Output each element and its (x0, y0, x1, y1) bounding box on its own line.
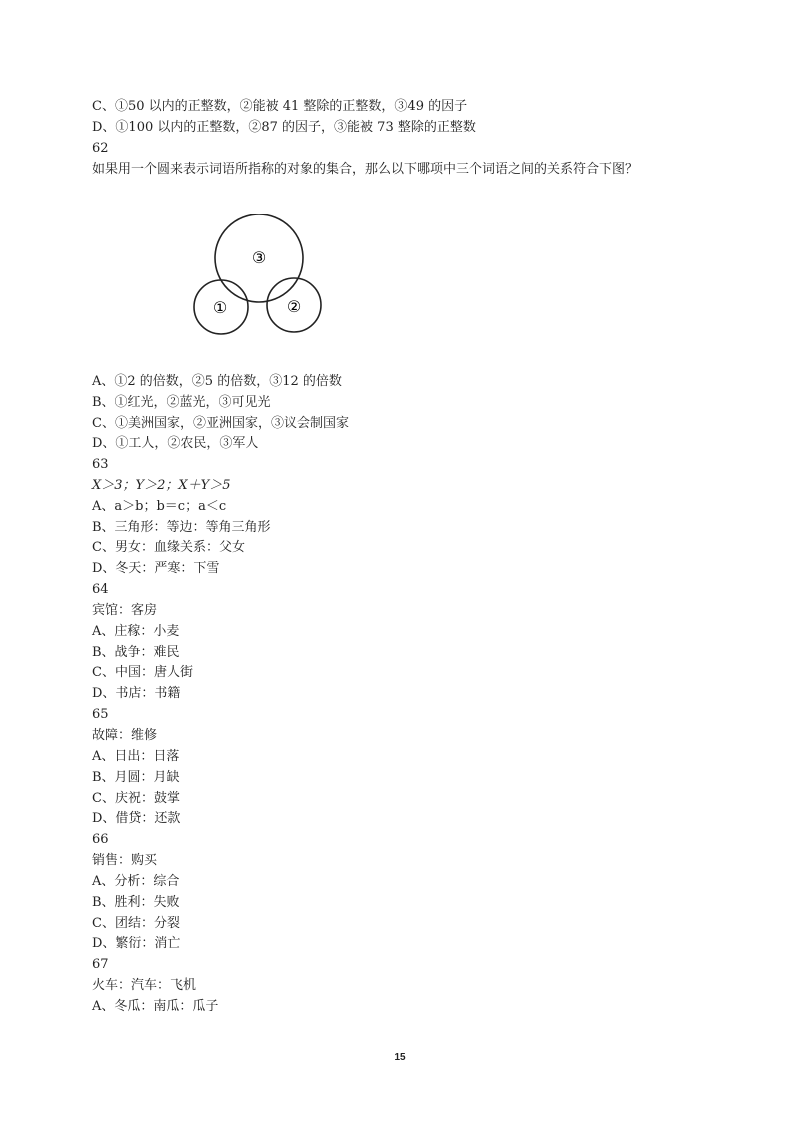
q66-option-a: A、分析：综合 (92, 874, 180, 889)
circle-3-label: ③ (251, 248, 267, 267)
q66-stem: 销售：购买 (92, 853, 158, 868)
q65-option-a: A、日出：日落 (92, 749, 180, 764)
q66-option-d: D、繁衍：消亡 (92, 936, 181, 951)
q65-option-b: B、月圆：月缺 (92, 770, 180, 785)
q63-stem: X＞3；Y＞2；X＋Y＞5 (92, 478, 231, 493)
q64-option-d: D、书店：书籍 (92, 686, 181, 701)
circle-2-label: ② (286, 297, 302, 316)
q64-option-b: B、战争：难民 (92, 645, 180, 660)
q63-number: 63 (92, 457, 109, 472)
q65-option-c: C、庆祝：鼓掌 (92, 791, 180, 806)
q66-option-b: B、胜利：失败 (92, 895, 180, 910)
q65-stem: 故障：维修 (92, 728, 158, 743)
q64-option-a: A、庄稼：小麦 (92, 624, 180, 639)
q64-number: 64 (92, 582, 109, 597)
circle-1-label: ① (212, 298, 228, 317)
q63-option-b: B、三角形：等边：等角三角形 (92, 520, 271, 535)
q61-option-d: D、①100 以内的正整数，②87 的因子，③能被 73 整除的正整数 (92, 120, 476, 135)
page-number: 15 (394, 1052, 406, 1063)
q67-option-a: A、冬瓜：南瓜：瓜子 (92, 999, 219, 1014)
q63-option-c: C、男女：血缘关系：父女 (92, 540, 245, 555)
q64-option-c: C、中国：唐人街 (92, 665, 193, 680)
q66-option-c: C、团结：分裂 (92, 916, 180, 931)
venn-diagram (192, 214, 324, 336)
q62-option-a: A、①2 的倍数，②5 的倍数，③12 的倍数 (92, 374, 342, 389)
q67-number: 67 (92, 957, 109, 972)
q61-option-c: C、①50 以内的正整数，②能被 41 整除的正整数，③49 的因子 (92, 99, 468, 114)
q65-option-d: D、借贷：还款 (92, 811, 181, 826)
q67-stem: 火车：汽车：飞机 (92, 978, 197, 993)
q62-stem: 如果用一个圆来表示词语所指称的对象的集合，那么以下哪项中三个词语之间的关系符合下图？ (92, 162, 639, 177)
q63-option-d: D、冬天：严寒：下雪 (92, 561, 220, 576)
q66-number: 66 (92, 832, 109, 847)
q62-number: 62 (92, 141, 109, 156)
q63-option-a: A、a＞b；b＝c；a＜c (92, 499, 227, 514)
q62-option-b: B、①红光，②蓝光，③可见光 (92, 395, 271, 410)
q64-stem: 宾馆：客房 (92, 603, 158, 618)
q65-number: 65 (92, 707, 109, 722)
q62-option-d: D、①工人，②农民，③军人 (92, 436, 259, 451)
q62-option-c: C、①美洲国家，②亚洲国家，③议会制国家 (92, 416, 349, 431)
